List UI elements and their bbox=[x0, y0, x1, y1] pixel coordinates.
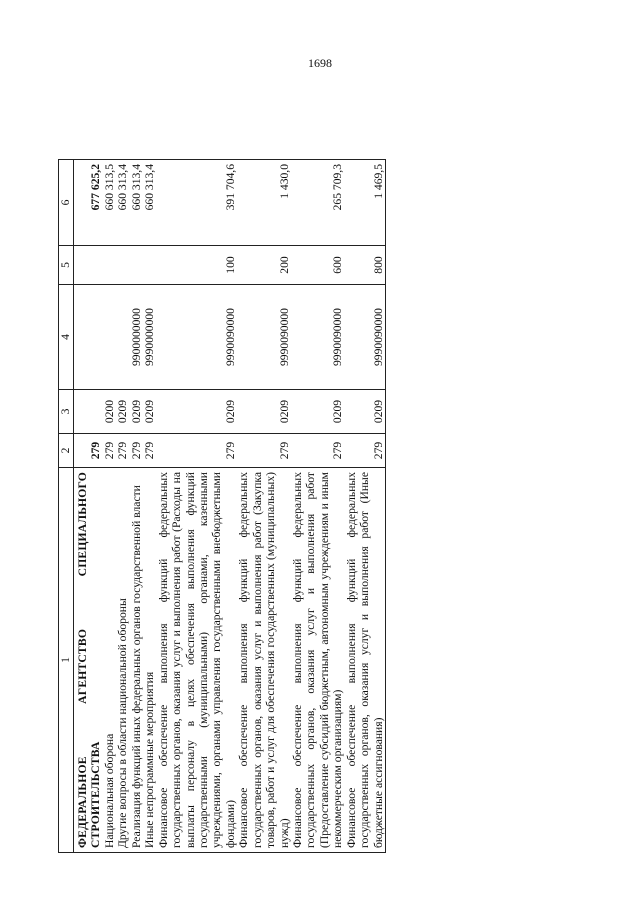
page-number: 1698 bbox=[308, 56, 332, 70]
row-vr: 100 bbox=[157, 246, 238, 285]
table-row bbox=[103, 160, 116, 853]
table-row-agency bbox=[74, 160, 103, 853]
row-rzpr: 0209 bbox=[345, 390, 386, 434]
row-csr: 9990090000 bbox=[345, 285, 386, 390]
row-csr: 9990090000 bbox=[157, 285, 238, 390]
row-rzpr: 0209 bbox=[237, 390, 291, 434]
row-rzpr: 0209 bbox=[130, 390, 143, 434]
row-vr: 600 bbox=[291, 246, 345, 285]
row-vr bbox=[143, 246, 156, 285]
table-row bbox=[345, 160, 386, 853]
row-vr bbox=[103, 246, 116, 285]
header-col-1: 1 bbox=[59, 468, 74, 853]
row-name: Финансовое обеспечение выполнения функций федеральных государственных органов, оказания услуг и выполнения работ (Предоставление субсидий бюджетным, автономным учреждениям и иным некоммерческим организациям) bbox=[291, 468, 345, 853]
row-name: Иные непрограммные мероприятия bbox=[143, 468, 156, 853]
row-rzpr: 0209 bbox=[157, 390, 238, 434]
row-name: Финансовое обеспечение выполнения функций федеральных государственных органов, оказания услуг и выполнения работ (Расходы на выплаты персоналу в целях обеспечения выполнения функций государственными (муниципальными) органами, казенными учреждениями, органами управления государственными внебюджетными фондами) bbox=[157, 468, 238, 853]
row-rzpr bbox=[74, 390, 103, 434]
row-csr: 9900000000 bbox=[130, 285, 143, 390]
row-vr bbox=[74, 246, 103, 285]
row-rzpr: 0209 bbox=[291, 390, 345, 434]
header-row bbox=[59, 160, 74, 853]
row-csr: 9990000000 bbox=[143, 285, 156, 390]
row-name: ФЕДЕРАЛЬНОЕ АГЕНТСТВО СПЕЦИАЛЬНОГО СТРОИТЕЛЬСТВА bbox=[74, 468, 103, 853]
row-sum: 391 704,6 bbox=[157, 160, 238, 246]
row-gr: 279 bbox=[130, 434, 143, 468]
row-gr: 279 bbox=[103, 434, 116, 468]
table-row bbox=[237, 160, 291, 853]
row-sum: 660 313,4 bbox=[143, 160, 156, 246]
row-rzpr: 0209 bbox=[116, 390, 129, 434]
table-row bbox=[157, 160, 238, 853]
table-row bbox=[130, 160, 143, 853]
row-gr: 279 bbox=[116, 434, 129, 468]
row-sum: 1 430,0 bbox=[237, 160, 291, 246]
row-csr bbox=[116, 285, 129, 390]
row-name: Финансовое обеспечение выполнения функций федеральных государственных органов, оказания услуг и выполнения работ (Закупка товаров, работ и услуг для обеспечения государственных (муниципальных) нужд) bbox=[237, 468, 291, 853]
header-col-6: 6 bbox=[59, 160, 74, 246]
table-row bbox=[143, 160, 156, 853]
row-csr bbox=[74, 285, 103, 390]
row-sum: 660 313,4 bbox=[116, 160, 129, 246]
row-csr: 9990090000 bbox=[237, 285, 291, 390]
row-gr: 279 bbox=[157, 434, 238, 468]
budget-table bbox=[58, 159, 386, 853]
row-sum: 660 313,4 bbox=[130, 160, 143, 246]
row-vr: 200 bbox=[237, 246, 291, 285]
row-name: Другие вопросы в области национальной обороны bbox=[116, 468, 129, 853]
row-vr bbox=[116, 246, 129, 285]
row-gr: 279 bbox=[345, 434, 386, 468]
header-col-4: 4 bbox=[59, 285, 74, 390]
row-sum: 265 709,3 bbox=[291, 160, 345, 246]
row-rzpr: 0200 bbox=[103, 390, 116, 434]
table-body bbox=[74, 160, 386, 853]
row-sum: 1 469,5 bbox=[345, 160, 386, 246]
table-row bbox=[116, 160, 129, 853]
header-col-2: 2 bbox=[59, 434, 74, 468]
header-col-3: 3 bbox=[59, 390, 74, 434]
row-rzpr: 0209 bbox=[143, 390, 156, 434]
header-col-5: 5 bbox=[59, 246, 74, 285]
row-name: Национальная оборона bbox=[103, 468, 116, 853]
row-vr bbox=[130, 246, 143, 285]
row-gr: 279 bbox=[237, 434, 291, 468]
row-sum: 677 625,2 bbox=[74, 160, 103, 246]
row-gr: 279 bbox=[143, 434, 156, 468]
row-gr: 279 bbox=[291, 434, 345, 468]
row-name: Финансовое обеспечение выполнения функций федеральных государственных органов, оказания услуг и выполнения работ (Иные бюджетные ассигнования) bbox=[345, 468, 386, 853]
table-header bbox=[59, 160, 74, 853]
table-row bbox=[291, 160, 345, 853]
row-name: Реализация функций иных федеральных органов государственной власти bbox=[130, 468, 143, 853]
row-vr: 800 bbox=[345, 246, 386, 285]
row-csr bbox=[103, 285, 116, 390]
row-csr: 9990090000 bbox=[291, 285, 345, 390]
row-sum: 660 313,5 bbox=[103, 160, 116, 246]
row-gr: 279 bbox=[74, 434, 103, 468]
